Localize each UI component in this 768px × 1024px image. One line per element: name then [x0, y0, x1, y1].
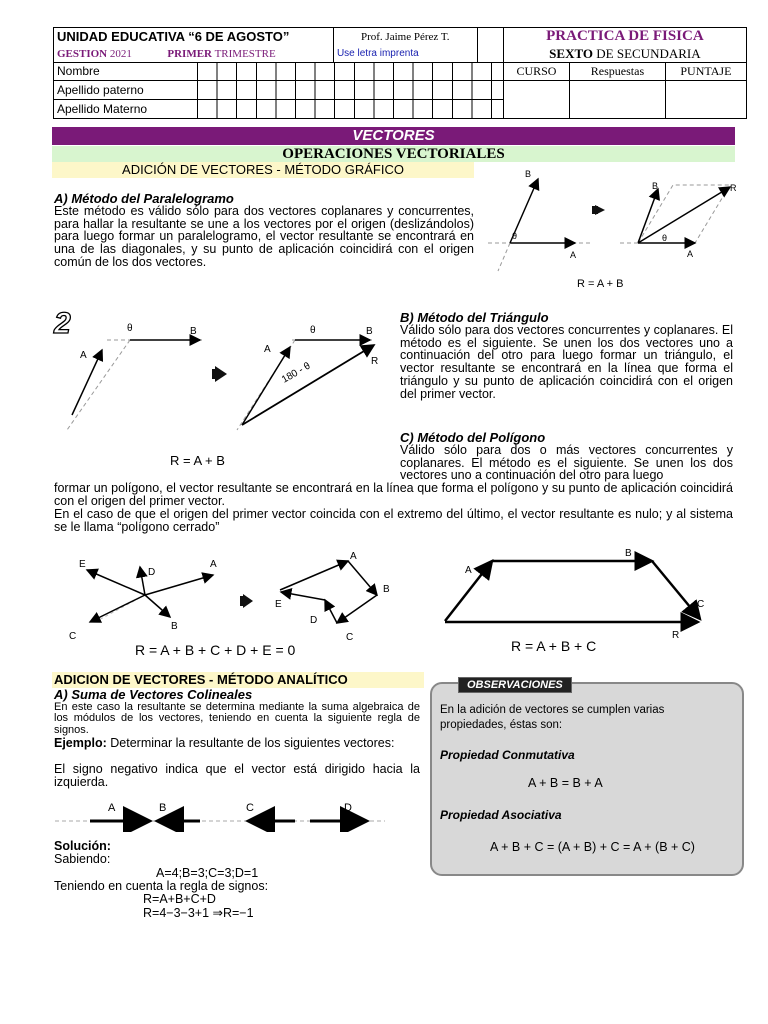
- pol2-vec-a: [280, 561, 348, 590]
- number-2: 2: [54, 307, 71, 340]
- grade: [503, 45, 746, 63]
- triangulo-text: Válido sólo para dos vectores concurrentes y coplanares. El método es el siguiente. Se unen los dos vectores uno a continuación del otro para luego formar un triángulo, el vector resultante se encontrará en la línea que forma el triángulo y su punto de aplicación coincidirá con el origen del primer vector.: [400, 323, 733, 401]
- obs-asociativa: Propiedad Asociativa: [440, 808, 562, 822]
- curso-box[interactable]: [503, 81, 569, 119]
- pol-label-c: C: [69, 631, 77, 642]
- pol2-vec-b: [348, 561, 377, 595]
- triangulo-formula: R = A + B: [170, 453, 225, 468]
- name-label: Nombre: [57, 64, 100, 78]
- poligono-heading: C) Método del Polígono: [400, 430, 546, 445]
- poligono-formula2: R = A + B + C: [511, 638, 597, 654]
- label-a2: A: [687, 249, 694, 259]
- signo-text: El signo negativo indica que el vector está dirigido hacia la izquierda.: [54, 762, 420, 789]
- pol-vec-a: [145, 575, 213, 595]
- teacher-name: Prof. Jaime Pérez T.: [333, 28, 477, 46]
- regla-text: Teniendo en cuenta la regla de signos:: [54, 879, 269, 893]
- pol2-vec-c: [337, 595, 377, 623]
- col-label-d: D: [344, 802, 352, 814]
- obs-conmutativa-formula: A + B = B + A: [528, 776, 603, 790]
- tri-label-a1: A: [80, 350, 87, 361]
- tri-label-b2: B: [366, 326, 373, 337]
- pol2-label-c: C: [346, 632, 354, 643]
- tri-vector-r: [242, 345, 374, 425]
- materno-boxes[interactable]: [197, 100, 503, 118]
- instruction: Use letra imprenta: [333, 45, 477, 63]
- paterno-label: Apellido paterno: [57, 83, 144, 97]
- ejemplo-label: Ejemplo:: [54, 736, 107, 750]
- label-r2: R: [730, 183, 737, 193]
- theta2: θ: [662, 233, 668, 243]
- gestion-row: [54, 45, 334, 63]
- poligono-text2: formar un polígono, el vector resultante se encontrará en la línea que forma el polígono y su punto de aplicación coincidirá con el origen del primer vector.: [54, 481, 733, 508]
- colineales-text: En este caso la resultante se determina mediante la suma algebraica de los módulos de los vectores, teniendo en cuenta la siguiente regla de signos.: [54, 701, 420, 736]
- pol2-label-a: A: [350, 551, 357, 562]
- materno-row[interactable]: [54, 100, 504, 119]
- respuestas-label: Respuestas: [570, 63, 666, 81]
- poligono-diagram: [55, 545, 745, 665]
- tri-label-a2: A: [264, 344, 271, 355]
- pol3-label-a: A: [465, 565, 472, 576]
- curso-label: CURSO: [503, 63, 569, 81]
- vector-r2: [638, 187, 730, 243]
- school-name: UNIDAD EDUCATIVA “6 DE AGOSTO”: [54, 28, 334, 46]
- materno-label: Apellido Materno: [57, 102, 148, 116]
- paralelogramo-text: Este método es válido sólo para dos vectores coplanares y concurrentes, para hallar la resultante se une a los vectores por el origen (deslizándolos) para luego formar un paralelogramo, el vector resultante se encontrará en una de las diagonales, y su punto de aplicación coincidirá con el origen común de los dos vectores.: [54, 204, 474, 269]
- values-text: A=4;B=3;C=3;D=1: [156, 866, 259, 880]
- pol3-label-c: C: [697, 599, 705, 610]
- poligono-text3: En el caso de que el origen del primer vector coincida con el extremo del último, el vector resultante es nulo; y al sistema se le llama “polígono cerrado”: [54, 507, 733, 534]
- ejemplo-block: [54, 737, 420, 750]
- puntaje-label: PUNTAJE: [665, 63, 746, 81]
- pol-label-e: E: [79, 559, 86, 570]
- header-table: [53, 27, 747, 119]
- col-label-a: A: [108, 802, 116, 814]
- colineales-heading: A) Suma de Vectores Colineales: [54, 687, 253, 702]
- gestion-label: GESTION: [57, 47, 108, 60]
- theta1: θ: [512, 231, 518, 241]
- gestion-year: 2021: [109, 47, 132, 60]
- paterno-boxes[interactable]: [197, 81, 503, 99]
- tri-angle-label: 180 - θ: [280, 360, 313, 386]
- col-label-b: B: [159, 802, 167, 814]
- tri-label-r: R: [371, 356, 379, 367]
- pol-vec-d: [140, 567, 145, 595]
- adicion-grafico-band: ADICIÓN DE VECTORES - MÉTODO GRÁFICO: [52, 162, 474, 178]
- pol3-label-b: B: [625, 548, 632, 559]
- obs-conmutativa: Propiedad Conmutativa: [440, 748, 575, 762]
- dash-ext: [498, 243, 510, 271]
- pol2-label-e: E: [275, 599, 282, 610]
- tri-theta2: θ: [310, 325, 316, 336]
- grade-rest: DE SECUNDARIA: [596, 45, 701, 61]
- period-primer: PRIMER: [167, 47, 212, 60]
- tri-vector-a1: [72, 350, 102, 415]
- tri-label-b1: B: [190, 326, 197, 337]
- tri-vector-a2: [242, 347, 290, 425]
- label-b1: B: [525, 169, 532, 179]
- subject-title: PRACTICA DE FISICA: [503, 28, 746, 46]
- obs-intro: En la adición de vectores se cumplen varias propiedades, éstas son:: [440, 704, 665, 731]
- observaciones-tag: OBSERVACIONES: [458, 677, 572, 693]
- pol2-label-b: B: [383, 584, 390, 595]
- pol-label-a: A: [210, 559, 217, 570]
- pol2-vec-d: [325, 600, 337, 623]
- eq1-text: R=A+B+C+D: [143, 892, 216, 906]
- pol-vec-b: [145, 595, 170, 617]
- solucion-label: Solución:: [54, 839, 111, 853]
- label-a1: A: [570, 250, 577, 260]
- period-trimestre: TRIMESTRE: [214, 47, 276, 60]
- sabiendo-text: Sabiendo:: [54, 852, 111, 866]
- puntaje-box[interactable]: [665, 81, 746, 119]
- label-b2: B: [652, 181, 659, 191]
- obs-asociativa-formula: A + B + C = (A + B) + C = A + (B + C): [490, 840, 695, 854]
- adicion-analitico-band: ADICION DE VECTORES - MÉTODO ANALÍTICO: [52, 672, 424, 688]
- paralelogramo-heading: A) Método del Paralelogramo: [54, 191, 234, 206]
- paralelogramo-diagram: [480, 165, 750, 295]
- pol-vec-e: [87, 570, 145, 595]
- poligono-formula1: R = A + B + C + D + E = 0: [135, 642, 296, 658]
- poligono-text1: Válido sólo para dos o más vectores concurrentes y coplanares. El método es el siguiente. Se unen los dos vectores uno a continuación del otro para luego: [400, 443, 733, 483]
- pol3-vec-c: [652, 561, 700, 619]
- eq2-text: R=4−3−3+1 ⇒R=−1: [143, 906, 254, 920]
- pol2-vec-e: [281, 592, 325, 600]
- name-row[interactable]: [54, 63, 504, 81]
- pol-vec-c: [90, 595, 145, 622]
- vector-b2: [638, 189, 658, 243]
- tri-theta1: θ: [127, 323, 133, 334]
- pol3-label-r: R: [672, 630, 680, 641]
- colineales-diagram: [55, 797, 385, 832]
- pol-label-b: B: [171, 621, 178, 632]
- vectores-band: VECTORES: [52, 127, 735, 145]
- pol2-label-d: D: [310, 615, 318, 626]
- paterno-row[interactable]: [54, 81, 504, 100]
- triangulo-heading: B) Método del Triángulo: [400, 310, 549, 325]
- grade-sexto: SEXTO: [549, 45, 594, 61]
- col-label-c: C: [246, 802, 254, 814]
- operaciones-band: OPERACIONES VECTORIALES: [52, 146, 735, 162]
- name-boxes[interactable]: [197, 63, 503, 80]
- pol-label-d: D: [148, 567, 156, 578]
- ejemplo-text: Determinar la resultante de los siguientes vectores:: [110, 736, 395, 750]
- respuestas-box[interactable]: [570, 81, 666, 119]
- triangulo-diagram: [52, 305, 392, 475]
- paralelogramo-formula: R = A + B: [577, 278, 624, 290]
